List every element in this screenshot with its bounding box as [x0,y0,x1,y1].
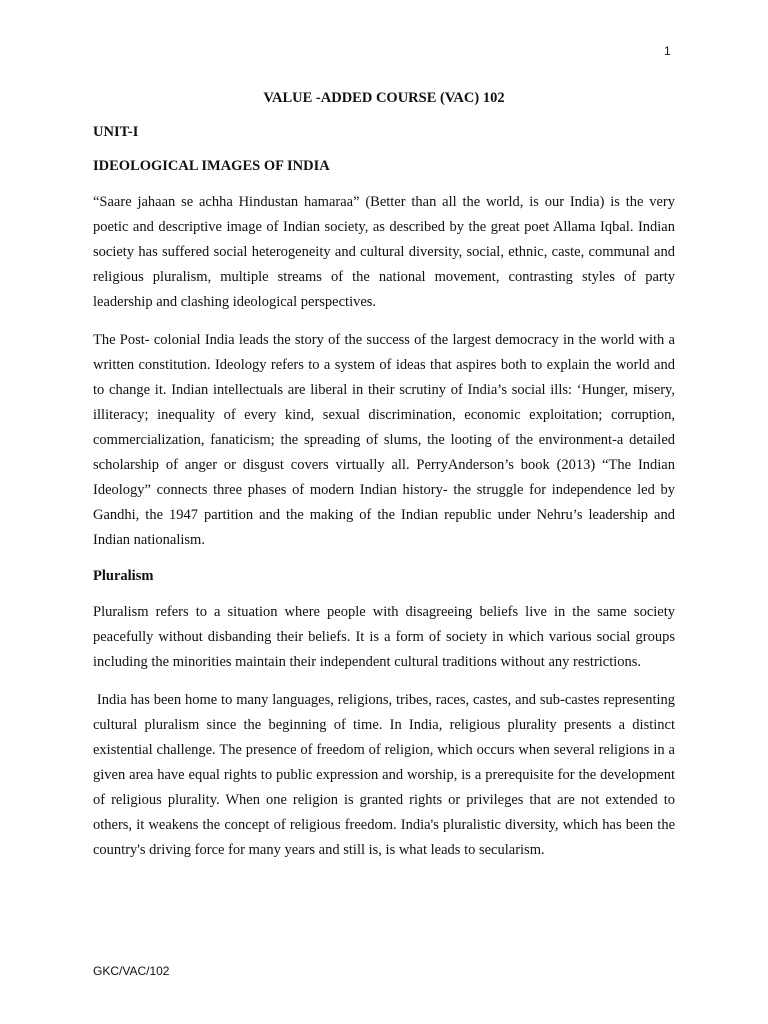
unit-heading: UNIT-I [93,124,139,140]
paragraph-ideology: The Post- colonial India leads the story of the success of the largest democracy in the world with a written constitution. Ideology refers to a system of ideas that aspires both to explain the world and to change it. Indian intellectuals are liberal in their scrutiny of India’s social ills: ‘Hunger, misery, illiteracy; inequality of every kind, sexual discrimination, economic exploitation; corruption, commercialization, fanaticism; the spreading of slums, the looting of the environment-a detailed scholarship of anger or disgust covers virtually all. PerryAnderson’s book (2013) “The Indian Ideology” connects three phases of modern Indian history- the struggle for independence led by Gandhi, the 1947 partition and the making of the Indian republic under Nehru’s leadership and Indian nationalism. [93,332,675,548]
page-number: 1 [664,44,671,58]
paragraph-pluralism-india: India has been home to many languages, religions, tribes, races, castes, and sub-castes representing cultural pluralism since the beginning of time. In India, religious plurality presents a distinct existential challenge. The presence of freedom of religion, which occurs when several religions in a given area have equal rights to public expression and worship, is a prerequisite for the development of religious plurality. When one religion is granted rights or privileges that are not extended to others, it weakens the concept of religious freedom. India's pluralistic diversity, which has been the country's driving force for many years and still is, is what leads to secularism. [93,692,679,858]
paragraph-pluralism-definition: Pluralism refers to a situation where people with disagreeing beliefs live in the same society peacefully without disbanding their beliefs. It is a form of society in which various social groups including the minorities maintain their independent cultural traditions without any restrictions. [93,604,675,670]
footer-code: GKC/VAC/102 [93,964,170,978]
document-title: VALUE -ADDED COURSE (VAC) 102 [263,90,505,106]
paragraph-intro: “Saare jahaan se achha Hindustan hamaraa” (Better than all the world, is our India) is the very poetic and descriptive image of Indian society, as described by the great poet Allama Iqbal. Indian society has suffered social heterogeneity and cultural diversity, social, ethnic, caste, communal and religious pluralism, multiple streams of the national movement, contrasting styles of party leadership and clashing ideological perspectives. [93,194,675,310]
section-heading: IDEOLOGICAL IMAGES OF INDIA [93,158,330,174]
page-content [93,88,679,876]
pluralism-heading: Pluralism [93,568,154,584]
